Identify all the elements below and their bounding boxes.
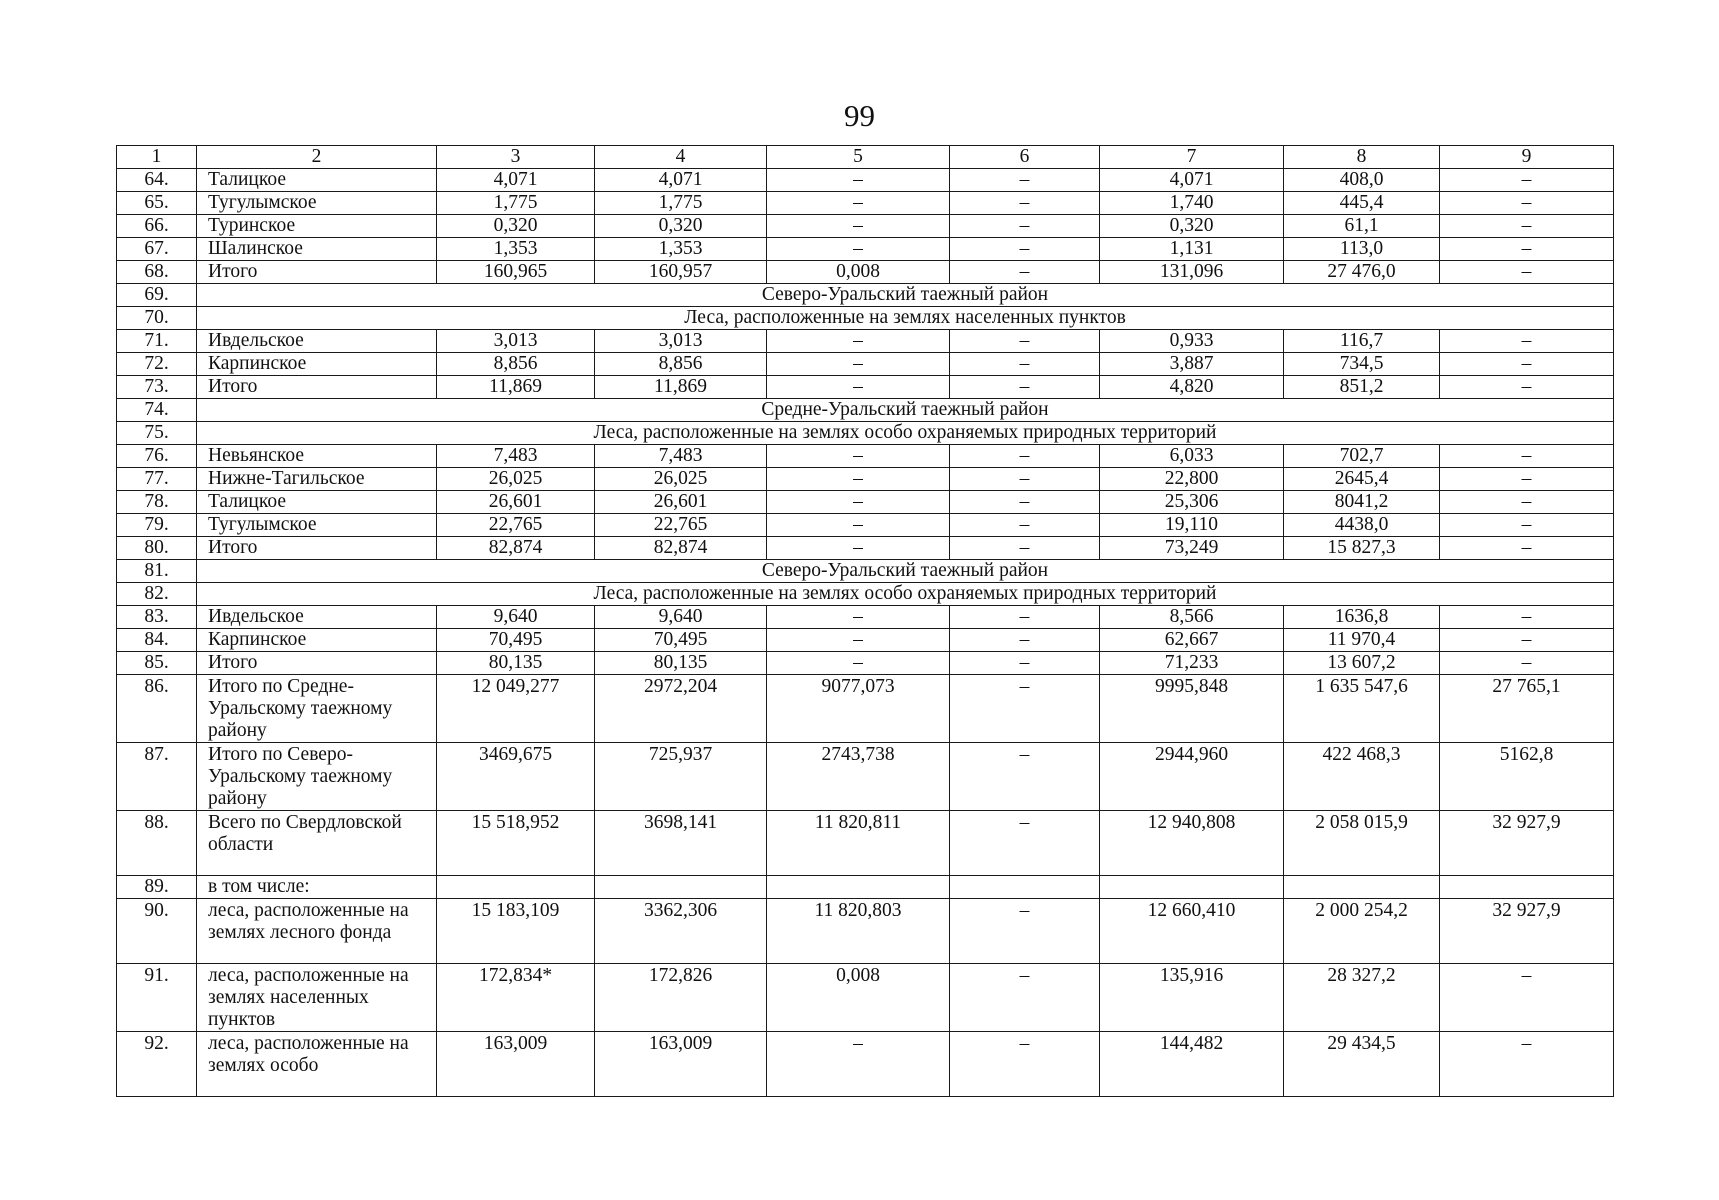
table-cell: 80,135 [595,652,767,675]
section-row [117,583,1614,606]
table-cell: – [1440,376,1614,399]
table-cell: – [767,629,950,652]
table-cell: 22,800 [1100,468,1284,491]
row-number: 70. [117,307,197,330]
table-row [117,629,1614,652]
table-cell: – [1440,514,1614,537]
row-number: 79. [117,514,197,537]
table-cell: 163,009 [595,1032,767,1097]
table-cell: 9077,073 [767,675,950,743]
column-header: 5 [767,146,950,169]
table-cell [437,876,595,899]
table-cell: – [950,445,1100,468]
table-cell: – [1440,192,1614,215]
table-cell: 2743,738 [767,743,950,811]
table-cell: – [1440,445,1614,468]
table-row [117,876,1614,899]
row-number: 87. [117,743,197,811]
table-row [117,238,1614,261]
table-cell: 71,233 [1100,652,1284,675]
table-cell: 8041,2 [1284,491,1440,514]
table-row [117,964,1614,1032]
table-cell: – [767,169,950,192]
row-label: Талицкое [197,169,437,192]
table-cell: 26,601 [437,491,595,514]
table-cell: 113,0 [1284,238,1440,261]
row-number: 88. [117,811,197,876]
table-cell: 7,483 [437,445,595,468]
table-cell: – [1440,468,1614,491]
table-row [117,811,1614,876]
table-cell: 61,1 [1284,215,1440,238]
column-header: 7 [1100,146,1284,169]
table-row [117,652,1614,675]
table-cell: – [950,743,1100,811]
table-cell: 2 058 015,9 [1284,811,1440,876]
table-cell: 28 327,2 [1284,964,1440,1032]
row-label: в том числе: [197,876,437,899]
table-row [117,353,1614,376]
table-row [117,743,1614,811]
table-cell: 27 765,1 [1440,675,1614,743]
row-number: 85. [117,652,197,675]
table-cell: – [767,445,950,468]
section-title: Леса, расположенные на землях особо охраняемых природных территорий [197,422,1614,445]
row-number: 69. [117,284,197,307]
table-cell: – [950,261,1100,284]
table-cell: 70,495 [595,629,767,652]
table-cell: – [767,330,950,353]
table-cell: 70,495 [437,629,595,652]
row-number: 64. [117,169,197,192]
row-number: 71. [117,330,197,353]
table-cell: 15 518,952 [437,811,595,876]
table-cell: 32 927,9 [1440,899,1614,964]
table-cell: – [950,964,1100,1032]
table-cell: – [950,215,1100,238]
table-cell: 116,7 [1284,330,1440,353]
table-cell: – [767,353,950,376]
table-cell: – [950,491,1100,514]
table-cell: 15 827,3 [1284,537,1440,560]
row-label: Тугулымское [197,514,437,537]
table-cell: – [1440,169,1614,192]
table-cell: 1,353 [595,238,767,261]
row-number: 75. [117,422,197,445]
table-cell: – [950,899,1100,964]
table-cell: 0,008 [767,964,950,1032]
table-cell: 8,566 [1100,606,1284,629]
row-label: Ивдельское [197,606,437,629]
table-cell: – [767,514,950,537]
table-cell: – [767,238,950,261]
column-header: 1 [117,146,197,169]
row-label: Туринское [197,215,437,238]
table-cell: 73,249 [1100,537,1284,560]
table-cell [950,876,1100,899]
row-number: 76. [117,445,197,468]
table-cell: – [1440,491,1614,514]
table-cell: 131,096 [1100,261,1284,284]
row-number: 68. [117,261,197,284]
table-cell: – [950,353,1100,376]
section-row [117,284,1614,307]
table-cell: 6,033 [1100,445,1284,468]
table-cell: 26,025 [595,468,767,491]
row-label: Всего по Свердловской области [197,811,437,876]
table-cell: – [1440,261,1614,284]
table-row [117,261,1614,284]
table-cell: – [767,192,950,215]
table-cell: 2944,960 [1100,743,1284,811]
section-title: Леса, расположенные на землях населенных пунктов [197,307,1614,330]
table-row [117,468,1614,491]
table-cell [1100,876,1284,899]
table-cell: – [1440,1032,1614,1097]
table-cell [767,876,950,899]
table-body [117,146,1614,1097]
table-cell: 11 820,803 [767,899,950,964]
column-header: 8 [1284,146,1440,169]
table-cell: 9995,848 [1100,675,1284,743]
table-cell: 408,0 [1284,169,1440,192]
table-cell: – [950,169,1100,192]
table-row [117,1032,1614,1097]
section-title: Леса, расположенные на землях особо охраняемых природных территорий [197,583,1614,606]
table-cell: – [767,468,950,491]
table-cell: – [950,1032,1100,1097]
table-cell: 32 927,9 [1440,811,1614,876]
row-label: леса, расположенные на землях особо [197,1032,437,1097]
row-number: 78. [117,491,197,514]
table-cell: 4,071 [595,169,767,192]
table-cell: 1 635 547,6 [1284,675,1440,743]
row-label: Итого [197,376,437,399]
table-cell [1440,876,1614,899]
table-cell: 3469,675 [437,743,595,811]
row-number: 84. [117,629,197,652]
table-cell: – [950,652,1100,675]
column-header: 2 [197,146,437,169]
table-cell: – [1440,537,1614,560]
row-label: Шалинское [197,238,437,261]
table-cell: 1,775 [437,192,595,215]
row-number: 89. [117,876,197,899]
table-cell: – [767,606,950,629]
row-label: Итого по Северо-Уральскому таежному району [197,743,437,811]
row-label: Карпинское [197,353,437,376]
table-row [117,537,1614,560]
table-cell [1284,876,1440,899]
table-cell: – [1440,353,1614,376]
section-row [117,307,1614,330]
row-number: 77. [117,468,197,491]
section-title: Северо-Уральский таежный район [197,560,1614,583]
row-label: Ивдельское [197,330,437,353]
row-number: 74. [117,399,197,422]
table-cell: 172,834* [437,964,595,1032]
table-cell: – [950,629,1100,652]
row-number: 72. [117,353,197,376]
row-number: 86. [117,675,197,743]
table-cell: – [1440,606,1614,629]
table-cell: 4,071 [437,169,595,192]
table-row [117,445,1614,468]
table-cell: 1636,8 [1284,606,1440,629]
table-cell: 11,869 [437,376,595,399]
table-cell: – [767,491,950,514]
table-cell: 3,013 [595,330,767,353]
table-cell: – [950,606,1100,629]
table-cell: – [767,376,950,399]
table-cell: 9,640 [595,606,767,629]
table-cell: 1,131 [1100,238,1284,261]
table-row [117,514,1614,537]
table-row [117,675,1614,743]
table-cell: 12 940,808 [1100,811,1284,876]
table-cell: 2645,4 [1284,468,1440,491]
table-cell: – [1440,215,1614,238]
table-cell: 0,320 [595,215,767,238]
section-title: Средне-Уральский таежный район [197,399,1614,422]
row-label: Карпинское [197,629,437,652]
page-number: 99 [844,98,875,133]
table-cell: 7,483 [595,445,767,468]
table-cell: 82,874 [595,537,767,560]
table-cell: 22,765 [595,514,767,537]
table-cell: – [1440,652,1614,675]
table-cell: 11,869 [595,376,767,399]
row-number: 67. [117,238,197,261]
row-label: Тугулымское [197,192,437,215]
table-cell: 135,916 [1100,964,1284,1032]
table-cell: 29 434,5 [1284,1032,1440,1097]
table-cell: 5162,8 [1440,743,1614,811]
data-table [116,145,1614,1097]
table-cell: – [950,675,1100,743]
table-cell: 734,5 [1284,353,1440,376]
table-cell: 25,306 [1100,491,1284,514]
row-number: 91. [117,964,197,1032]
column-header: 3 [437,146,595,169]
table-cell: – [950,238,1100,261]
row-number: 81. [117,560,197,583]
table-cell: – [950,811,1100,876]
row-number: 82. [117,583,197,606]
table-cell: – [950,376,1100,399]
table-cell: 1,775 [595,192,767,215]
table-cell [595,876,767,899]
table-cell: 851,2 [1284,376,1440,399]
table-cell: 62,667 [1100,629,1284,652]
table-cell: 0,008 [767,261,950,284]
table-cell: 1,353 [437,238,595,261]
row-label: Итого [197,537,437,560]
row-label: Итого [197,261,437,284]
row-label: Итого [197,652,437,675]
table-cell: 22,765 [437,514,595,537]
row-number: 66. [117,215,197,238]
table-cell: 8,856 [595,353,767,376]
table-cell: 13 607,2 [1284,652,1440,675]
column-header: 9 [1440,146,1614,169]
table-cell: – [767,537,950,560]
table-cell: 9,640 [437,606,595,629]
table-cell: 0,320 [437,215,595,238]
table-cell: 26,025 [437,468,595,491]
table-cell: 160,965 [437,261,595,284]
row-number: 90. [117,899,197,964]
table-cell: – [950,330,1100,353]
table-cell: 422 468,3 [1284,743,1440,811]
table-cell: – [1440,330,1614,353]
row-number: 65. [117,192,197,215]
row-number: 92. [117,1032,197,1097]
row-label: Нижне-Тагильское [197,468,437,491]
row-label: леса, расположенные на землях лесного фонда [197,899,437,964]
row-number: 80. [117,537,197,560]
table-cell: 0,320 [1100,215,1284,238]
table-cell: 445,4 [1284,192,1440,215]
table-cell: 11 820,811 [767,811,950,876]
table-cell: – [767,652,950,675]
table-cell: 702,7 [1284,445,1440,468]
column-numbers-row [117,146,1614,169]
table-cell: 163,009 [437,1032,595,1097]
table-cell: – [1440,238,1614,261]
table-cell: 144,482 [1100,1032,1284,1097]
table-cell: 160,957 [595,261,767,284]
table-row [117,491,1614,514]
table-cell: 2 000 254,2 [1284,899,1440,964]
section-row [117,560,1614,583]
row-label: Талицкое [197,491,437,514]
table-row [117,192,1614,215]
table-cell: – [1440,629,1614,652]
table-cell: 26,601 [595,491,767,514]
table-cell: – [950,192,1100,215]
table-cell: 8,856 [437,353,595,376]
table-cell: 12 660,410 [1100,899,1284,964]
table-cell: 12 049,277 [437,675,595,743]
table-cell: 2972,204 [595,675,767,743]
table-cell: 27 476,0 [1284,261,1440,284]
table-cell: 15 183,109 [437,899,595,964]
table-cell: 3,887 [1100,353,1284,376]
table-row [117,376,1614,399]
table-cell: 1,740 [1100,192,1284,215]
table-cell: – [767,215,950,238]
section-row [117,399,1614,422]
table-cell: 3,013 [437,330,595,353]
table-row [117,330,1614,353]
table-cell: 3698,141 [595,811,767,876]
column-header: 4 [595,146,767,169]
section-row [117,422,1614,445]
table-cell: – [767,1032,950,1097]
row-label: Итого по Средне-Уральскому таежному району [197,675,437,743]
row-label: Невьянское [197,445,437,468]
table-cell: 3362,306 [595,899,767,964]
column-header: 6 [950,146,1100,169]
table-cell: 19,110 [1100,514,1284,537]
row-number: 83. [117,606,197,629]
table-cell: – [1440,964,1614,1032]
table-cell: – [950,468,1100,491]
table-cell: 11 970,4 [1284,629,1440,652]
section-title: Северо-Уральский таежный район [197,284,1614,307]
table-cell: 82,874 [437,537,595,560]
table-cell: 172,826 [595,964,767,1032]
table-cell: 4438,0 [1284,514,1440,537]
table-row [117,606,1614,629]
table-cell: 0,933 [1100,330,1284,353]
table-cell: 4,820 [1100,376,1284,399]
table-row [117,169,1614,192]
table-row [117,215,1614,238]
row-number: 73. [117,376,197,399]
table-cell: 4,071 [1100,169,1284,192]
table-row [117,899,1614,964]
table-cell: 725,937 [595,743,767,811]
table-cell: – [950,537,1100,560]
table-cell: – [950,514,1100,537]
row-label: леса, расположенные на землях населенных пунктов [197,964,437,1032]
table-cell: 80,135 [437,652,595,675]
